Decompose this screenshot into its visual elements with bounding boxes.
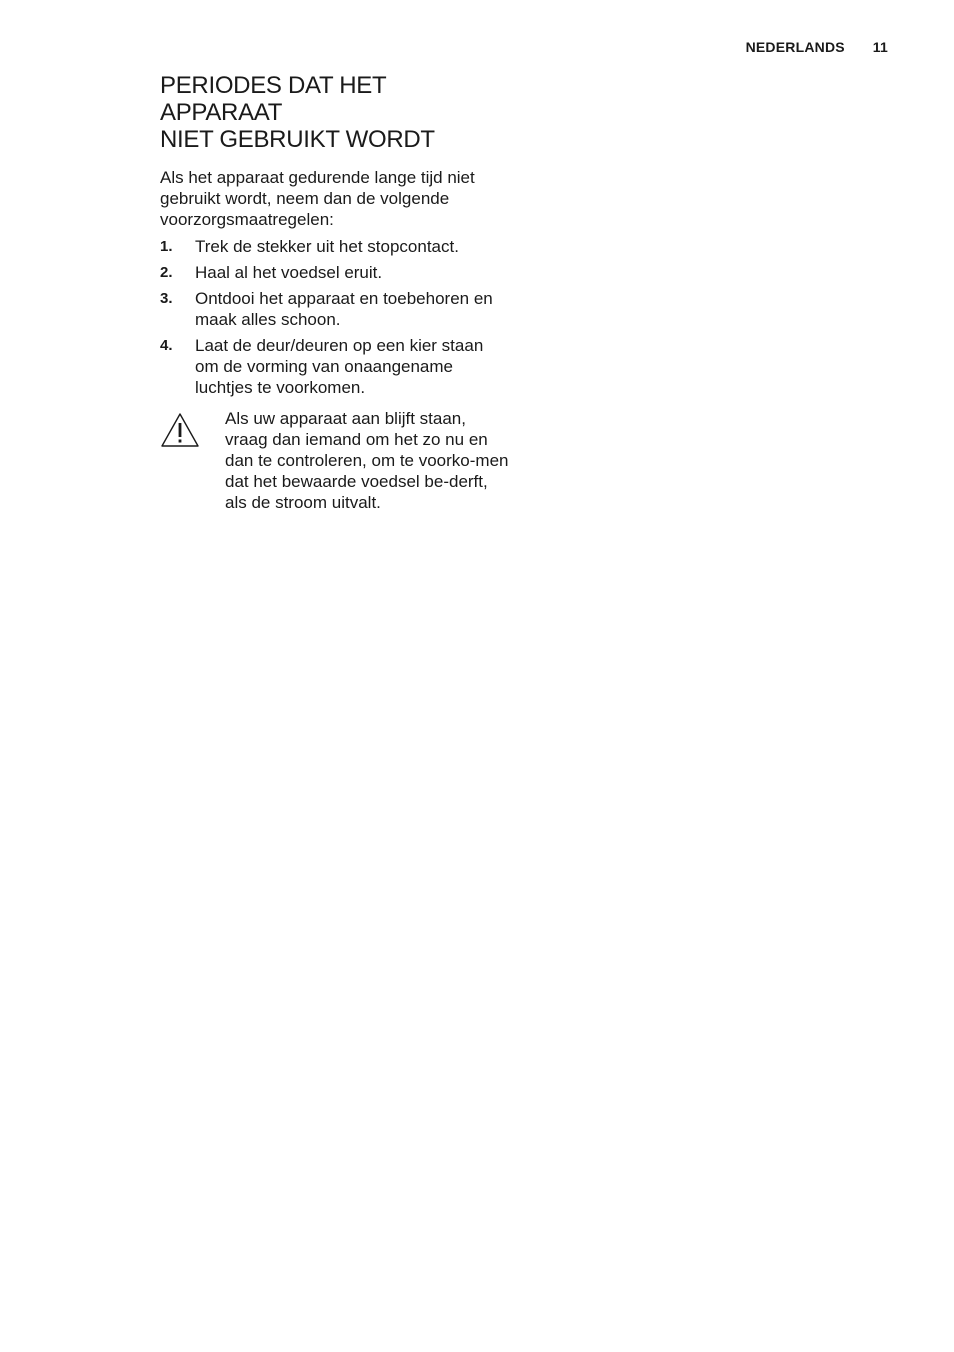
section-storage (160, 72, 510, 513)
page-number: 11 (872, 39, 888, 55)
header-language: NEDERLANDS (745, 39, 845, 55)
step-text: Ontdooi het apparaat en toebehoren en maak alles schoon. (195, 289, 493, 329)
warning-triangle-icon (160, 408, 225, 513)
step-text: Trek de stekker uit het stopcontact. (195, 237, 459, 256)
step-number: 1. (160, 238, 173, 255)
step-item (160, 288, 510, 330)
step-text: Haal al het voedsel eruit. (195, 263, 383, 282)
steps-list (160, 236, 510, 398)
step-text: Laat de deur/deuren op een kier staan om de vorming van onaangename luchtjes te voorkomen. (195, 336, 484, 397)
step-number: 4. (160, 337, 173, 354)
step-item (160, 236, 510, 257)
warning-note (160, 408, 510, 513)
step-item (160, 262, 510, 283)
running-header (746, 39, 888, 55)
section-title-line2: NIET GEBRUIKT WORDT (160, 126, 435, 153)
section-title-line1: PERIODES DAT HET APPARAAT (160, 72, 386, 126)
step-number: 3. (160, 290, 173, 307)
step-number: 2. (160, 264, 173, 281)
step-item (160, 335, 510, 398)
warning-text: Als uw apparaat aan blijft staan, vraag dan iemand om het zo nu en dan te controleren, om te voorko-men dat het bewaarde voedsel be-derft, als de stroom uitvalt. (225, 409, 509, 512)
intro-paragraph: Als het apparaat gedurende lange tijd niet gebruikt wordt, neem dan de volgende voorzorgsmaatregelen: (160, 168, 475, 229)
section-title (160, 72, 510, 153)
